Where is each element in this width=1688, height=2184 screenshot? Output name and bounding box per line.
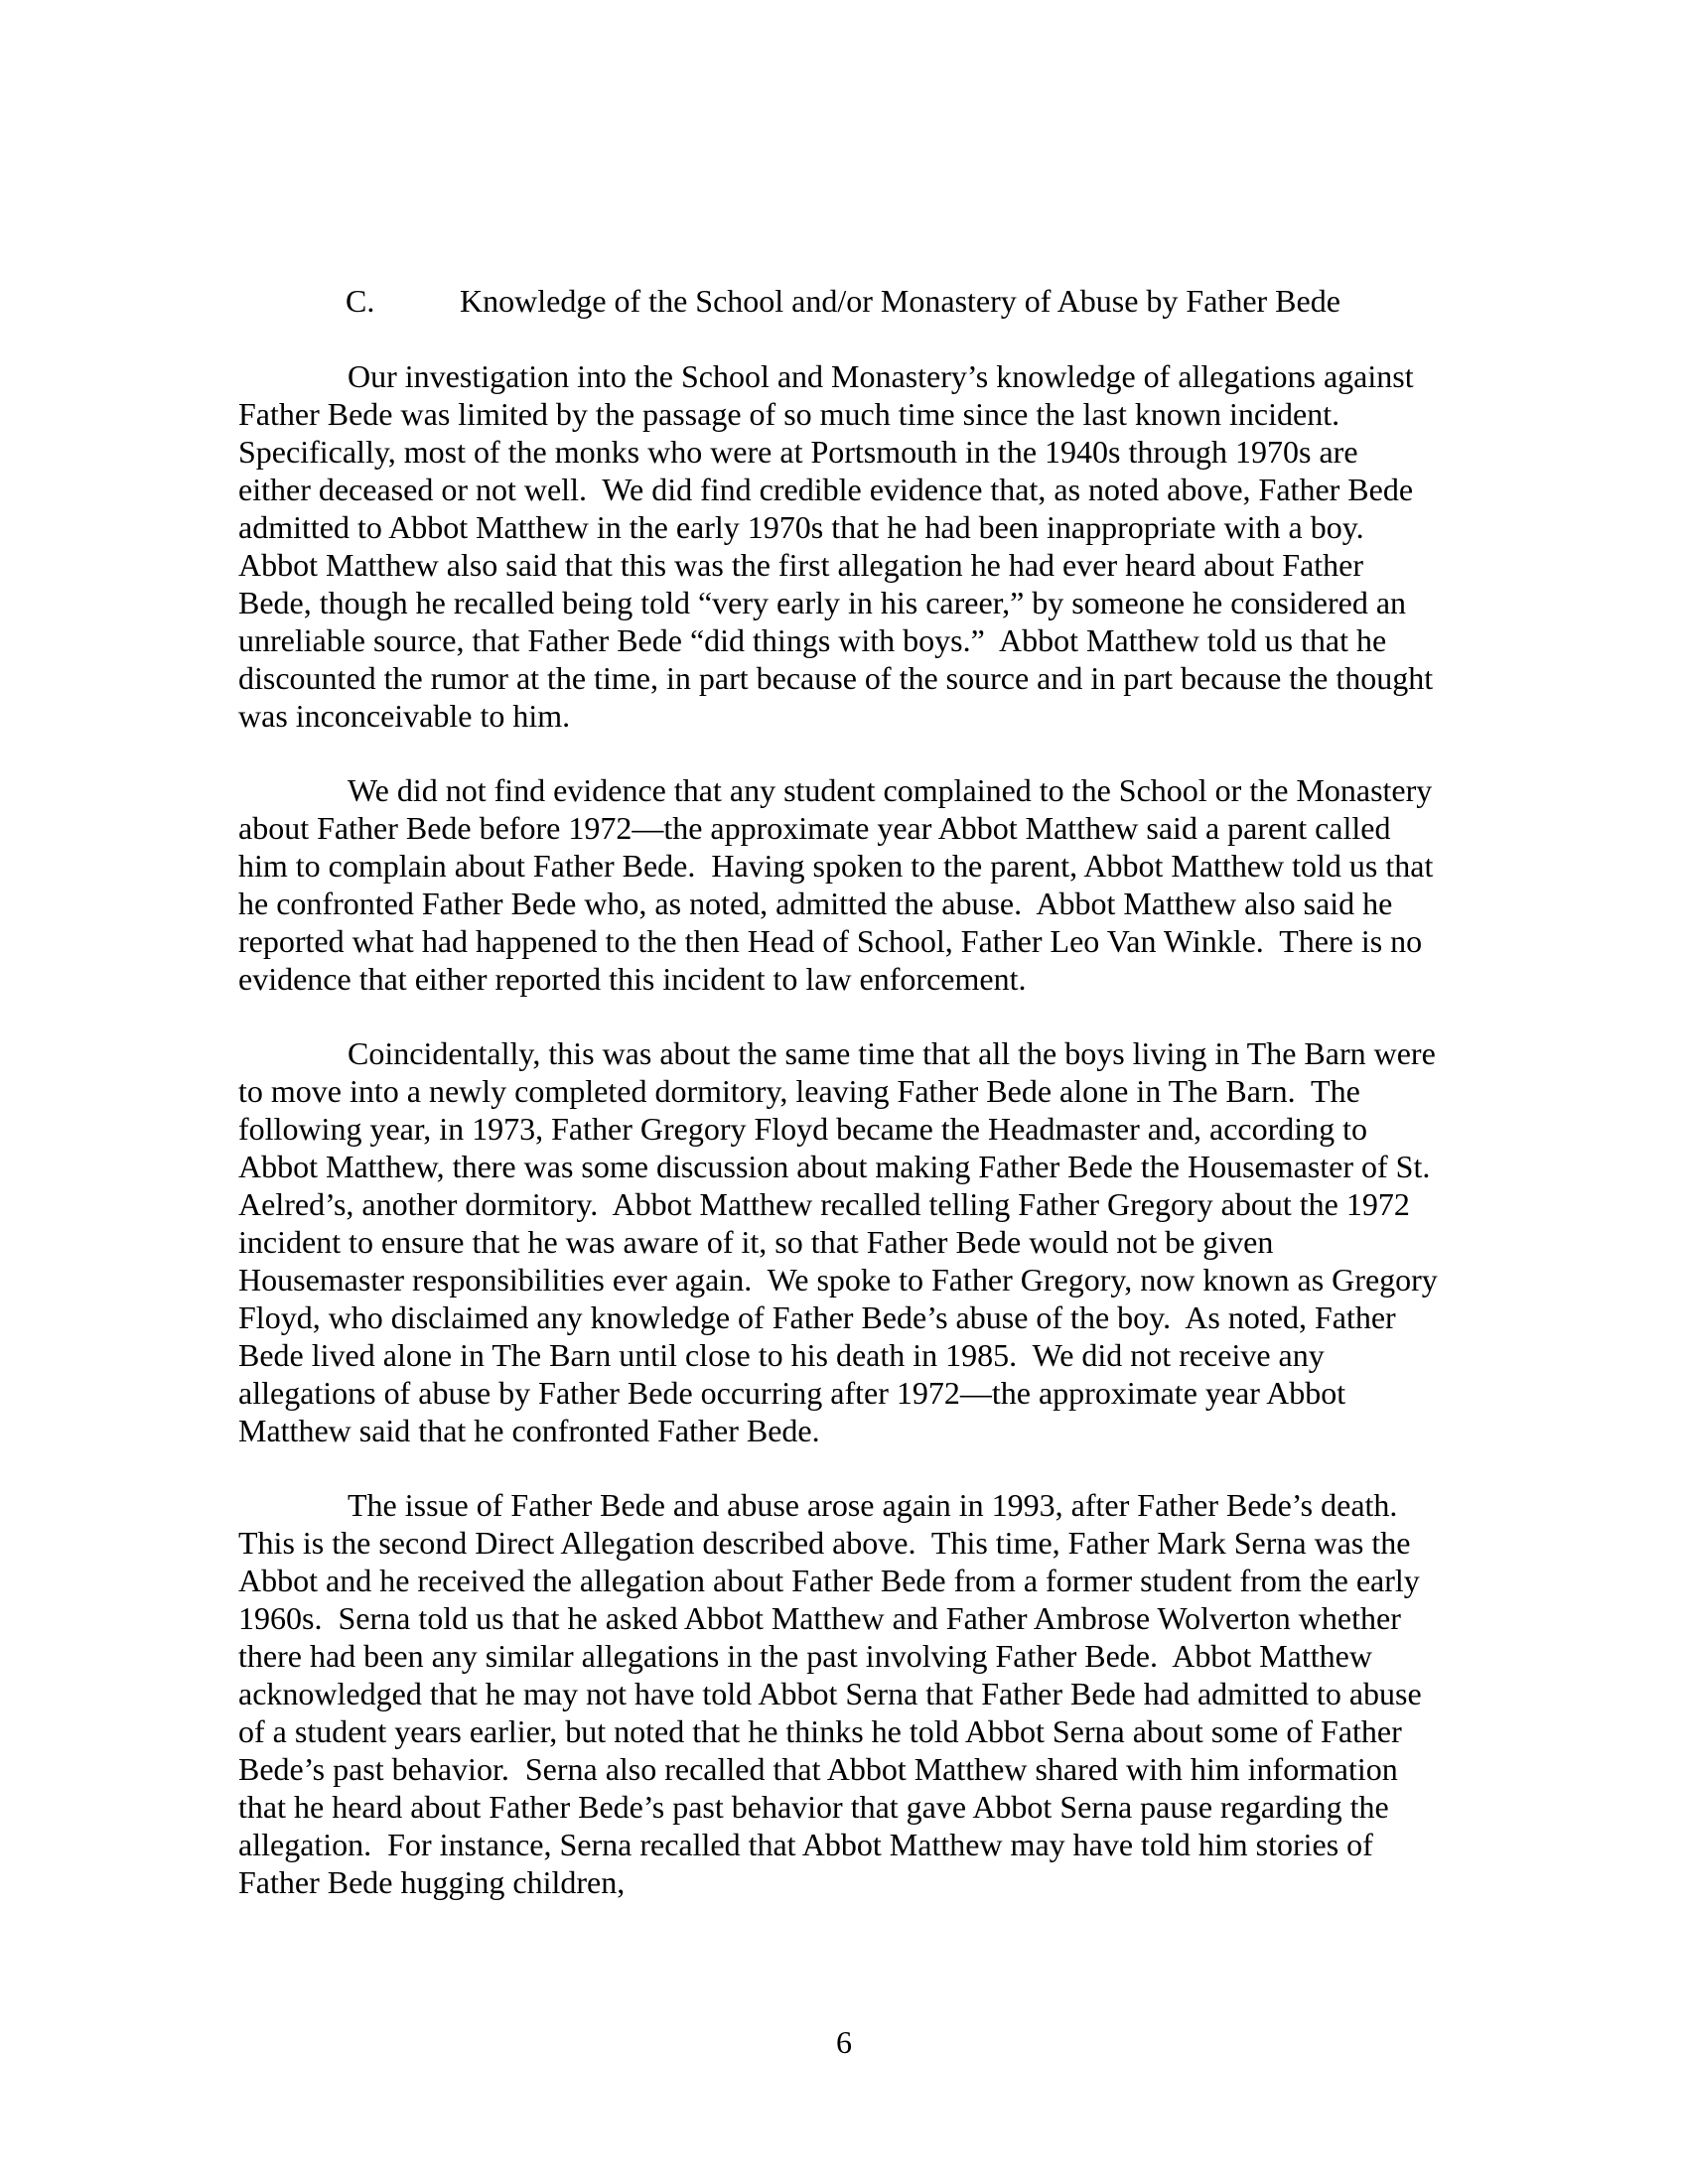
section-label: C. (346, 283, 375, 319)
paragraph-3: Coincidentally, this was about the same time that all the boys living in The Barn were to move into a newly completed dormitory, leaving Father Bede alone in The Barn. The following year, in 1973, Father Gregory Floyd became the Headmaster and, according to Abbot Matthew, there was some discussion about making Father Bede the Housemaster of St. Aelred’s, another dormitory. Abbot Matthew recalled telling Father Gregory about the 1972 incident to ensure that he was aware of it, so that Father Bede would not be given Housemaster responsibilities ever again. We spoke to Father Gregory, now known as Gregory Floyd, who disclaimed any knowledge of Father Bede’s abuse of the boy. As noted, Father Bede lived alone in The Barn until close to his death in 1985. We did not receive any allegations of abuse by Father Bede occurring after 1972—the approximate year Abbot Matthew said that he confronted Father Bede. (238, 1035, 1446, 1448)
paragraph-2: We did not find evidence that any student complained to the School or the Monastery about Father Bede before 1972—the approximate year Abbot Matthew said a parent called him to complain about Father Bede. Having spoken to the parent, Abbot Matthew told us that he confronted Father Bede who, as noted, admitted the abuse. Abbot Matthew also said he reported what had happened to the then Head of School, Father Leo Van Winkle. There is no evidence that either reported this incident to law enforcement. (238, 772, 1442, 997)
paragraph-4: The issue of Father Bede and abuse arose again in 1993, after Father Bede’s death. This is the second Direct Allegation described above. This time, Father Mark Serna was the Abbot and he received the allegation about Father Bede from a former student from the early 1960s. Serna told us that he asked Abbot Matthew and Father Ambrose Wolverton whether there had been any similar allegations in the past involving Father Bede. Abbot Matthew acknowledged that he may not have told Abbot Serna that Father Bede had admitted to abuse of a student years earlier, but noted that he thinks he told Abbot Serna about some of Father Bede’s past behavior. Serna also recalled that Abbot Matthew shared with him information that he heard about Father Bede’s past behavior that gave Abbot Serna pause regarding the allegation. For instance, Serna recalled that Abbot Matthew may have told him stories of Father Bede hugging children, (238, 1487, 1430, 1900)
paragraph-1: Our investigation into the School and Monastery’s knowledge of allegations against Father Bede was limited by the passage of so much time since the last known incident. Specifically, most of the monks who were at Portsmouth in the 1940s through 1970s are either deceased or not well. We did find credible evidence that, as noted above, Father Bede admitted to Abbot Matthew in the early 1970s that he had been inappropriate with a boy. Abbot Matthew also said that this was the first allegation he had ever heard about Father Bede, though he recalled being told “very early in his career,” by someone he considered an unreliable source, that Father Bede “did things with boys.” Abbot Matthew told us that he discounted the rumor at the time, in part because of the source and in part because the thought was inconceivable to him. (238, 358, 1442, 734)
section-title: Knowledge of the School and/or Monastery of Abuse by Father Bede (460, 283, 1340, 319)
section-heading (238, 282, 1438, 320)
page-number: 6 (836, 2024, 852, 2060)
text-block (238, 282, 1446, 1938)
